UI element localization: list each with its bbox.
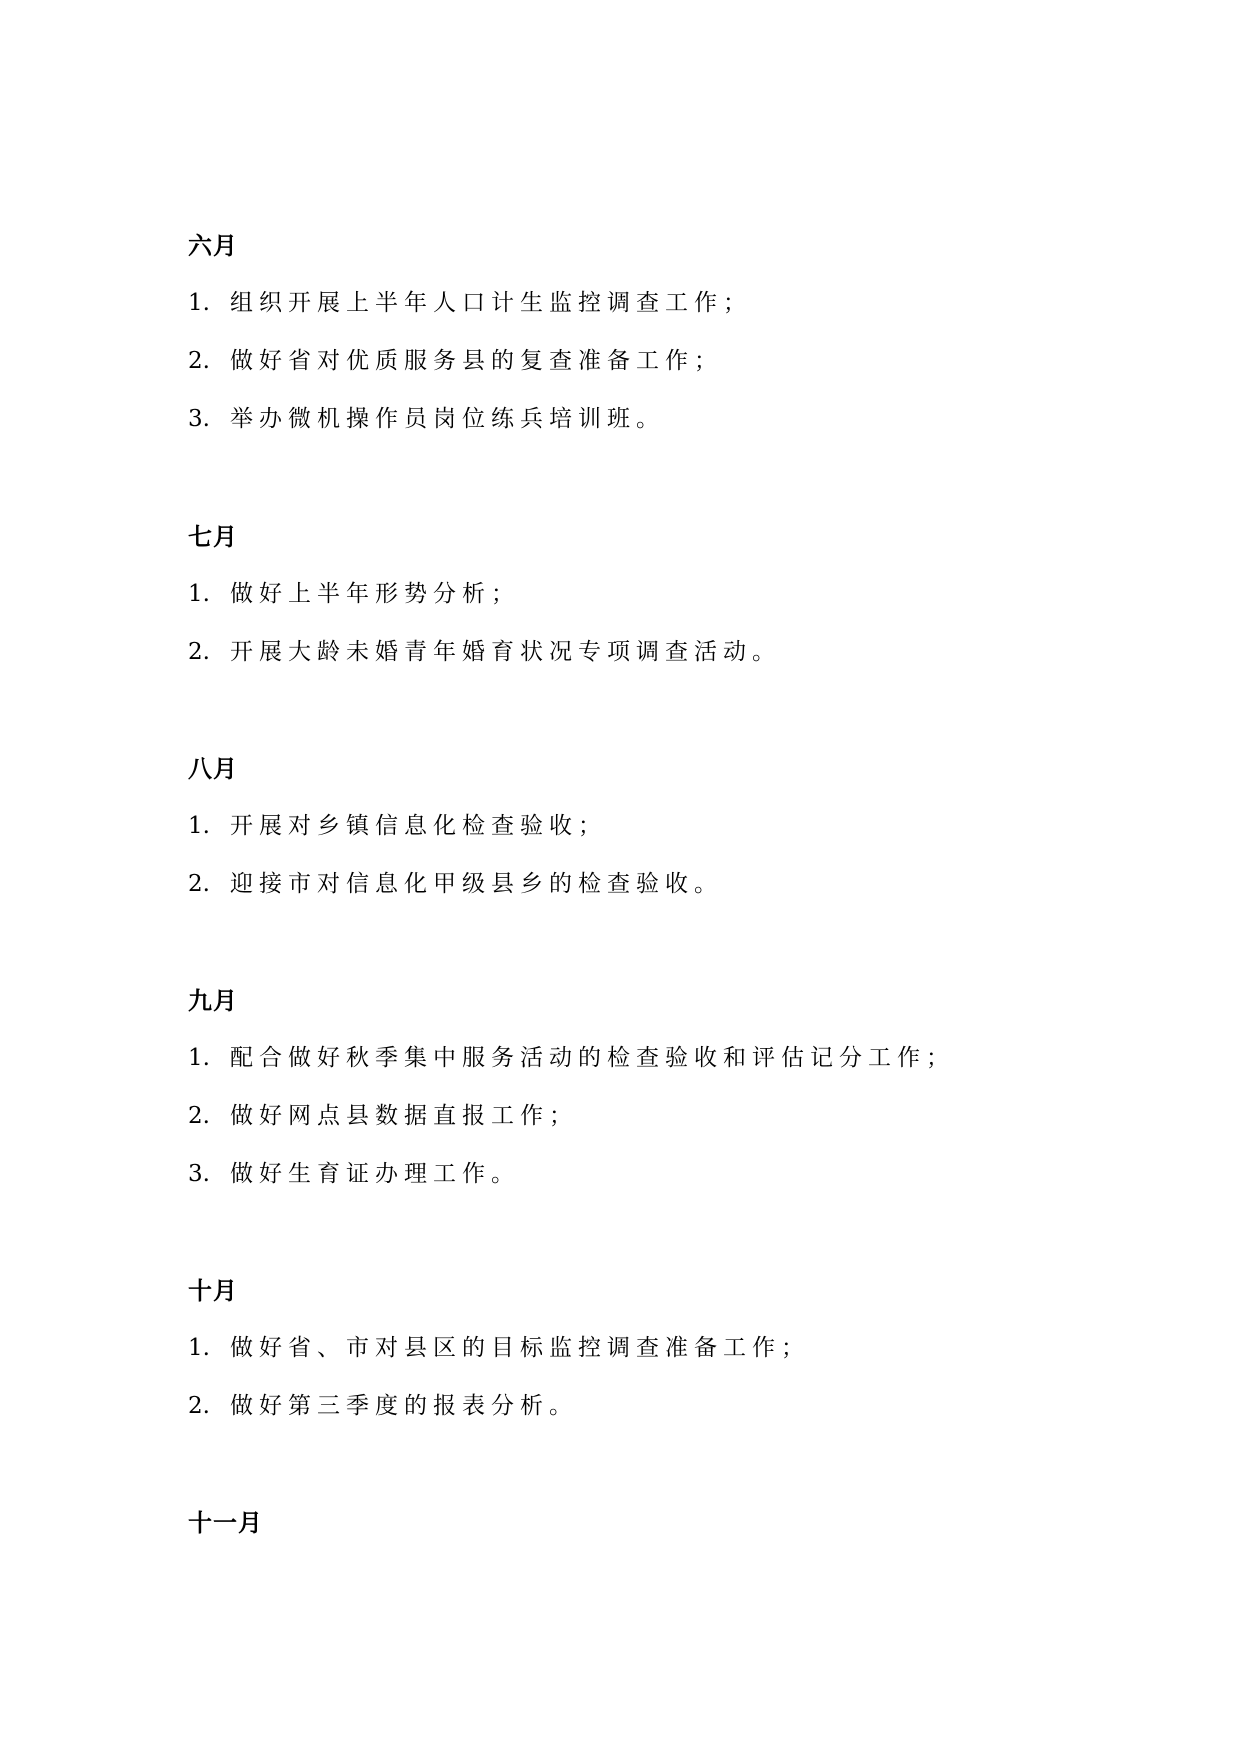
item-text: 开展大龄未婚青年婚育状况专项调查活动。 xyxy=(230,639,781,665)
month-heading-october: 十月 xyxy=(188,1276,238,1305)
list-item xyxy=(188,1043,955,1073)
item-number: 2. xyxy=(188,639,210,665)
item-text: 做好网点县数据直报工作； xyxy=(230,1103,578,1129)
list-item xyxy=(188,869,723,899)
list-item xyxy=(188,1159,520,1189)
item-text: 配合做好秋季集中服务活动的检查验收和评估记分工作； xyxy=(230,1045,955,1071)
list-item xyxy=(188,288,752,318)
item-text: 举办微机操作员岗位练兵培训班。 xyxy=(230,406,665,432)
list-item xyxy=(188,811,607,841)
item-number: 1. xyxy=(188,1045,210,1071)
item-number: 1. xyxy=(188,1335,210,1361)
item-text: 做好上半年形势分析； xyxy=(230,581,520,607)
item-text: 组织开展上半年人口计生监控调查工作； xyxy=(230,290,752,316)
item-number: 1. xyxy=(188,290,210,316)
month-heading-november: 十一月 xyxy=(188,1508,263,1537)
item-number: 2. xyxy=(188,1103,210,1129)
list-item xyxy=(188,1391,578,1421)
month-heading-september: 九月 xyxy=(188,986,238,1015)
item-number: 2. xyxy=(188,348,210,374)
item-text: 做好省对优质服务县的复查准备工作； xyxy=(230,348,723,374)
item-text: 迎接市对信息化甲级县乡的检查验收。 xyxy=(230,871,723,897)
item-number: 1. xyxy=(188,813,210,839)
item-text: 开展对乡镇信息化检查验收； xyxy=(230,813,607,839)
list-item xyxy=(188,637,781,667)
item-number: 2. xyxy=(188,1393,210,1419)
list-item xyxy=(188,404,665,434)
month-heading-july: 七月 xyxy=(188,522,238,551)
list-item xyxy=(188,579,520,609)
item-number: 2. xyxy=(188,871,210,897)
item-number: 3. xyxy=(188,406,210,432)
item-text: 做好生育证办理工作。 xyxy=(230,1161,520,1187)
month-heading-june: 六月 xyxy=(188,231,238,260)
item-text: 做好第三季度的报表分析。 xyxy=(230,1393,578,1419)
item-number: 3. xyxy=(188,1161,210,1187)
item-text: 做好省、市对县区的目标监控调查准备工作； xyxy=(230,1335,810,1361)
list-item xyxy=(188,346,723,376)
list-item xyxy=(188,1101,578,1131)
list-item xyxy=(188,1333,810,1363)
month-heading-august: 八月 xyxy=(188,754,238,783)
item-number: 1. xyxy=(188,581,210,607)
